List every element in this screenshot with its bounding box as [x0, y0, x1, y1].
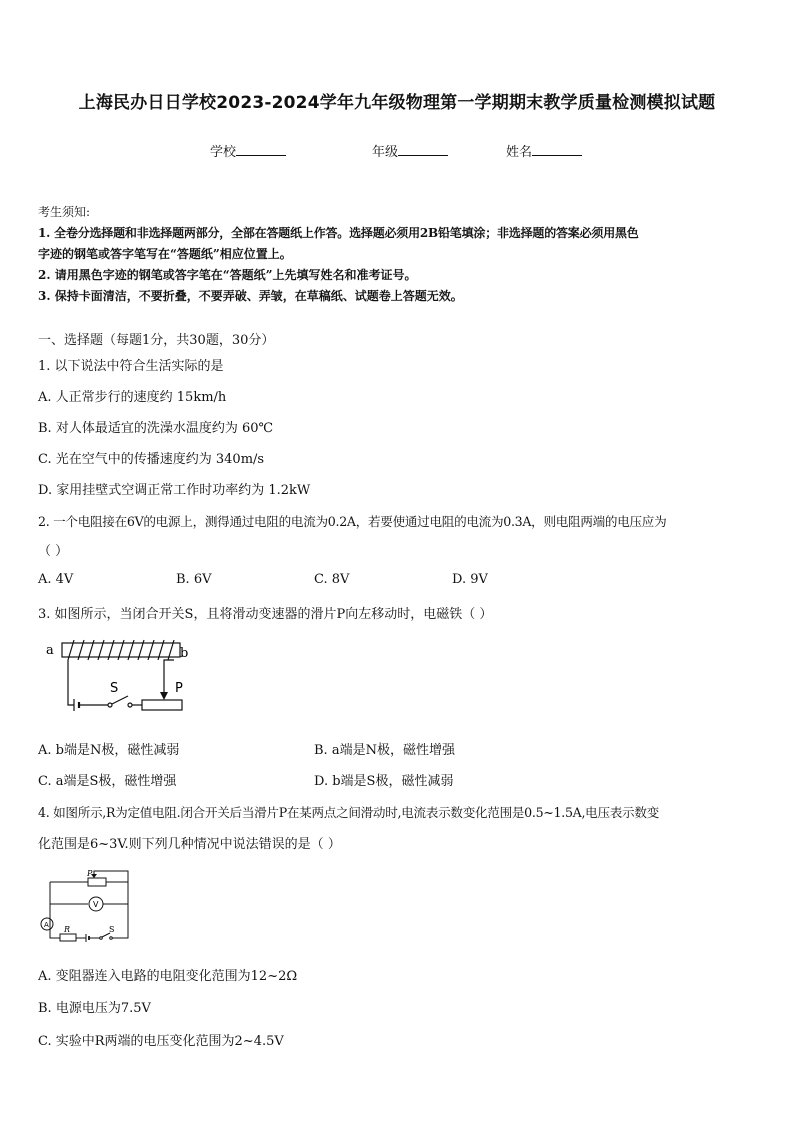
q4-label-p: P [87, 869, 93, 878]
rheostat-rect [88, 878, 106, 886]
q1-option-c[interactable]: C. 光在空气中的传播速度约为 340m/s [38, 452, 265, 467]
q3-circuit-figure [40, 630, 200, 720]
section-heading: 一、选择题（每题1分，共30题，30分） [38, 333, 275, 348]
q3-option-d[interactable]: D. b端是S极，磁性减弱 [314, 774, 454, 789]
name-blank[interactable] [532, 143, 582, 156]
q1-option-b[interactable]: B. 对人体最适宜的洗澡水温度约为 60℃ [38, 421, 274, 436]
outer-left-wire [50, 882, 60, 938]
q4-option-a[interactable]: A. 变阻器连入电路的电阻变化范围为12~2Ω [38, 969, 298, 984]
name-label: 姓名 [506, 145, 533, 160]
label-p: P [175, 681, 183, 696]
label-b: b [180, 646, 189, 661]
q4-label-a: A [44, 921, 49, 929]
q4-label-v: V [93, 900, 99, 909]
left-wire [68, 660, 74, 705]
rheostat [142, 700, 182, 710]
q2-paren: （ ） [38, 544, 69, 559]
name-field[interactable] [506, 141, 582, 160]
notice-item-3: 3. 保持卡面清洁，不要折叠，不要弄破、弄皱，在草稿纸、试题卷上答题无效。 [38, 289, 463, 303]
switch-contact-left [108, 703, 112, 707]
q4-stem-line2: 化范围是6~3V.则下列几种情况中说法错误的是（ ） [38, 837, 341, 852]
notice-item-2: 2. 请用黑色字迹的钢笔或答字笔在“答题纸”上先填写姓名和准考证号。 [38, 268, 417, 282]
notice-heading: 考生须知: [38, 205, 91, 219]
grade-blank[interactable] [398, 143, 448, 156]
label-a: a [46, 643, 54, 658]
q4-label-r: R [64, 925, 71, 934]
q4-stem-line1: 4. 如图所示,R为定值电阻.闭合开关后当滑片P在某两点之间滑动时,电流表示数变化范围是0.5~1.5A,电压表示数变 [38, 805, 659, 820]
school-label: 学校 [210, 145, 237, 160]
q2-option-d[interactable]: D. 9V [452, 572, 488, 587]
page-title: 上海民办日日学校2023-2024学年九年级物理第一学期期末教学质量检测模拟试题 [78, 93, 716, 113]
q1-stem: 1. 以下说法中符合生活实际的是 [38, 359, 224, 374]
q2-stem: 2. 一个电阻接在6V的电源上，测得通过电阻的电流为0.2A，若要使通过电阻的电流为0.3A，则电阻两端的电压应为 [38, 514, 667, 529]
q4-option-b[interactable]: B. 电源电压为7.5V [38, 1001, 151, 1016]
q3-stem: 3. 如图所示，当闭合开关S，且将滑动变速器的滑片P向左移动时，电磁铁（ ） [38, 607, 493, 622]
q4-circuit-figure [36, 868, 136, 950]
switch-contact-right [128, 703, 132, 707]
slider-arrow [160, 692, 168, 700]
q4-option-c[interactable]: C. 实验中R两端的电压变化范围为2~4.5V [38, 1034, 284, 1049]
switch-lever [112, 696, 128, 704]
notice-item-1b: 字迹的钢笔或答字笔写在“答题纸”相应位置上。 [38, 247, 292, 261]
q3-option-a[interactable]: A. b端是N极，磁性减弱 [38, 743, 180, 758]
resistor-rect [60, 934, 76, 941]
q3-option-c[interactable]: C. a端是S极，磁性增强 [38, 774, 177, 789]
q2-option-b[interactable]: B. 6V [176, 572, 212, 587]
school-field[interactable] [210, 141, 286, 160]
q1-option-d[interactable]: D. 家用挂壁式空调正常工作时功率约为 1.2kW [38, 483, 311, 498]
label-s: S [110, 681, 119, 696]
q2-option-c[interactable]: C. 8V [314, 572, 350, 587]
q3-option-b[interactable]: B. a端是N极，磁性增强 [314, 743, 455, 758]
notice-item-1a: 1. 全卷分选择题和非选择题两部分，全部在答题纸上作答。选择题必须用2B铅笔填涂；非选择题的答案必须用黑色 [38, 226, 639, 240]
right-wire [164, 660, 174, 680]
grade-field[interactable] [372, 141, 448, 160]
q1-option-a[interactable]: A. 人正常步行的速度约 15km/h [38, 390, 227, 405]
q4-label-s: S [109, 925, 115, 934]
q2-option-a[interactable]: A. 4V [38, 572, 74, 587]
slider-wire [94, 871, 128, 882]
school-blank[interactable] [236, 143, 286, 156]
grade-label: 年级 [372, 145, 399, 160]
